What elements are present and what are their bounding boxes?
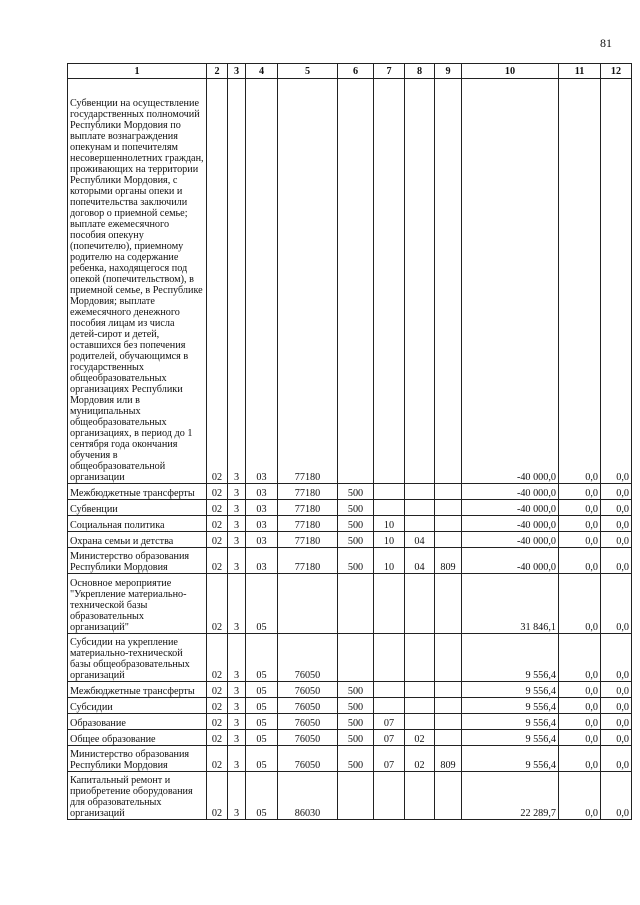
cell-c12: 0,0	[601, 682, 632, 698]
column-header: 1	[68, 64, 207, 79]
table-row	[68, 634, 632, 682]
cell-c9	[435, 79, 462, 484]
cell-c10: 9 556,4	[462, 714, 559, 730]
cell-c10: 9 556,4	[462, 746, 559, 772]
cell-c2: 02	[207, 500, 228, 516]
cell-c4: 03	[246, 79, 278, 484]
cell-c12: 0,0	[601, 698, 632, 714]
cell-c6: 500	[338, 532, 374, 548]
cell-c7	[374, 574, 405, 634]
cell-c6: 500	[338, 548, 374, 574]
cell-c4: 05	[246, 682, 278, 698]
cell-c11: 0,0	[559, 772, 601, 820]
cell-c10: 22 289,7	[462, 772, 559, 820]
cell-c7	[374, 682, 405, 698]
cell-c4: 03	[246, 500, 278, 516]
cell-c3: 3	[228, 682, 246, 698]
table-header-row	[68, 64, 632, 79]
cell-c8	[405, 682, 435, 698]
row-name: Межбюджетные трансферты	[68, 682, 207, 698]
cell-c2: 02	[207, 746, 228, 772]
cell-c11: 0,0	[559, 500, 601, 516]
cell-c9	[435, 500, 462, 516]
table-row	[68, 548, 632, 574]
cell-c9	[435, 574, 462, 634]
cell-c4: 05	[246, 714, 278, 730]
cell-c3: 3	[228, 79, 246, 484]
cell-c3: 3	[228, 484, 246, 500]
cell-c2: 02	[207, 516, 228, 532]
cell-c2: 02	[207, 634, 228, 682]
cell-c6	[338, 772, 374, 820]
cell-c6: 500	[338, 484, 374, 500]
cell-c9	[435, 516, 462, 532]
cell-c8: 04	[405, 532, 435, 548]
cell-c10: 9 556,4	[462, 698, 559, 714]
cell-c8	[405, 714, 435, 730]
cell-c4: 03	[246, 484, 278, 500]
column-header: 4	[246, 64, 278, 79]
cell-c3: 3	[228, 746, 246, 772]
cell-c4: 03	[246, 532, 278, 548]
cell-c3: 3	[228, 500, 246, 516]
cell-c8	[405, 484, 435, 500]
row-name: Образование	[68, 714, 207, 730]
cell-c11: 0,0	[559, 574, 601, 634]
cell-c8	[405, 574, 435, 634]
column-header: 8	[405, 64, 435, 79]
cell-c11: 0,0	[559, 532, 601, 548]
cell-c11: 0,0	[559, 634, 601, 682]
cell-c8	[405, 698, 435, 714]
cell-c6	[338, 634, 374, 682]
row-name: Охрана семьи и детства	[68, 532, 207, 548]
table-row	[68, 500, 632, 516]
cell-c9	[435, 682, 462, 698]
cell-c12: 0,0	[601, 714, 632, 730]
cell-c2: 02	[207, 682, 228, 698]
cell-c11: 0,0	[559, 730, 601, 746]
table-row	[68, 532, 632, 548]
cell-c7: 10	[374, 516, 405, 532]
cell-c8	[405, 516, 435, 532]
table-row	[68, 574, 632, 634]
cell-c5: 86030	[278, 772, 338, 820]
column-header: 2	[207, 64, 228, 79]
cell-c7	[374, 484, 405, 500]
cell-c2: 02	[207, 532, 228, 548]
cell-c10: -40 000,0	[462, 500, 559, 516]
cell-c5: 76050	[278, 682, 338, 698]
column-header: 9	[435, 64, 462, 79]
cell-c6: 500	[338, 698, 374, 714]
row-name: Капитальный ремонт и приобретение оборудования для образовательных организаций	[68, 772, 207, 820]
cell-c7: 07	[374, 714, 405, 730]
table-row	[68, 698, 632, 714]
cell-c7	[374, 500, 405, 516]
column-header: 3	[228, 64, 246, 79]
cell-c11: 0,0	[559, 746, 601, 772]
cell-c3: 3	[228, 574, 246, 634]
row-name: Общее образование	[68, 730, 207, 746]
cell-c9	[435, 698, 462, 714]
row-name: Основное мероприятие "Укрепление материально-технической базы образовательных организаций"	[68, 574, 207, 634]
cell-c5: 76050	[278, 634, 338, 682]
cell-c12: 0,0	[601, 500, 632, 516]
cell-c12: 0,0	[601, 516, 632, 532]
cell-c6	[338, 79, 374, 484]
cell-c4: 03	[246, 516, 278, 532]
row-name: Министерство образования Республики Мордовия	[68, 548, 207, 574]
cell-c8: 02	[405, 746, 435, 772]
cell-c2: 02	[207, 698, 228, 714]
cell-c9	[435, 772, 462, 820]
table-row	[68, 682, 632, 698]
row-name: Субсидии	[68, 698, 207, 714]
cell-c7	[374, 79, 405, 484]
table-row	[68, 730, 632, 746]
cell-c5: 77180	[278, 532, 338, 548]
cell-c5: 76050	[278, 730, 338, 746]
row-name: Социальная политика	[68, 516, 207, 532]
cell-c4: 05	[246, 746, 278, 772]
cell-c6: 500	[338, 714, 374, 730]
row-name: Субвенции на осуществление государственных полномочий Республики Мордовия по выплате вознаграждения опекунам и попечителям несовершеннолетних граждан, проживающих на территории Республики Мордовия, с которыми органы опеки и попечительства заключили договор о приемной семье; выплате ежемесячного пособия опекуну (попечителю), приемному родителю на содержание ребенка, находящегося под опекой (попечительством), в приемной семье, в Республике Мордовия; выплате ежемесячного денежного пособия лицам из числа детей-сирот и детей, оставшихся без попечения родителей, обучающимся в государственных общеобразовательных организациях Республики Мордовия или в муниципальных общеобразовательных организациях, в период до 1 сентября года окончания обучения в общеобразовательной организации	[68, 79, 207, 484]
cell-c11: 0,0	[559, 548, 601, 574]
cell-c10: -40 000,0	[462, 79, 559, 484]
row-name: Субвенции	[68, 500, 207, 516]
cell-c11: 0,0	[559, 682, 601, 698]
cell-c11: 0,0	[559, 516, 601, 532]
budget-table	[67, 63, 632, 820]
cell-c4: 05	[246, 634, 278, 682]
cell-c12: 0,0	[601, 574, 632, 634]
cell-c8	[405, 634, 435, 682]
cell-c4: 03	[246, 548, 278, 574]
table-row	[68, 79, 632, 484]
cell-c5: 76050	[278, 746, 338, 772]
cell-c7	[374, 698, 405, 714]
table-row	[68, 516, 632, 532]
cell-c11: 0,0	[559, 714, 601, 730]
table-row	[68, 772, 632, 820]
table-row	[68, 484, 632, 500]
cell-c5: 76050	[278, 714, 338, 730]
cell-c12: 0,0	[601, 79, 632, 484]
cell-c12: 0,0	[601, 772, 632, 820]
column-header: 6	[338, 64, 374, 79]
cell-c3: 3	[228, 634, 246, 682]
cell-c10: -40 000,0	[462, 548, 559, 574]
cell-c4: 05	[246, 730, 278, 746]
cell-c2: 02	[207, 772, 228, 820]
cell-c8: 02	[405, 730, 435, 746]
cell-c9	[435, 634, 462, 682]
cell-c10: 9 556,4	[462, 634, 559, 682]
cell-c2: 02	[207, 548, 228, 574]
cell-c6: 500	[338, 516, 374, 532]
cell-c9: 809	[435, 548, 462, 574]
row-name: Межбюджетные трансферты	[68, 484, 207, 500]
column-header: 7	[374, 64, 405, 79]
cell-c9: 809	[435, 746, 462, 772]
cell-c7: 10	[374, 532, 405, 548]
cell-c11: 0,0	[559, 484, 601, 500]
cell-c10: -40 000,0	[462, 516, 559, 532]
row-name: Министерство образования Республики Мордовия	[68, 746, 207, 772]
cell-c8	[405, 772, 435, 820]
cell-c10: 31 846,1	[462, 574, 559, 634]
column-header: 5	[278, 64, 338, 79]
column-header: 11	[559, 64, 601, 79]
cell-c7	[374, 772, 405, 820]
cell-c12: 0,0	[601, 730, 632, 746]
row-name: Субсидии на укрепление материально-технической базы общеобразовательных организаций	[68, 634, 207, 682]
cell-c3: 3	[228, 772, 246, 820]
cell-c10: -40 000,0	[462, 532, 559, 548]
cell-c3: 3	[228, 730, 246, 746]
cell-c5: 77180	[278, 79, 338, 484]
cell-c7	[374, 634, 405, 682]
cell-c2: 02	[207, 79, 228, 484]
cell-c12: 0,0	[601, 484, 632, 500]
cell-c3: 3	[228, 698, 246, 714]
cell-c2: 02	[207, 574, 228, 634]
cell-c2: 02	[207, 714, 228, 730]
cell-c8: 04	[405, 548, 435, 574]
cell-c6: 500	[338, 746, 374, 772]
cell-c10: 9 556,4	[462, 730, 559, 746]
cell-c3: 3	[228, 714, 246, 730]
cell-c9	[435, 730, 462, 746]
cell-c12: 0,0	[601, 746, 632, 772]
cell-c8	[405, 500, 435, 516]
cell-c6: 500	[338, 500, 374, 516]
cell-c5: 77180	[278, 516, 338, 532]
cell-c10: -40 000,0	[462, 484, 559, 500]
cell-c9	[435, 484, 462, 500]
table-row	[68, 746, 632, 772]
cell-c6	[338, 574, 374, 634]
cell-c5: 76050	[278, 698, 338, 714]
cell-c12: 0,0	[601, 634, 632, 682]
cell-c3: 3	[228, 532, 246, 548]
cell-c9	[435, 532, 462, 548]
cell-c3: 3	[228, 516, 246, 532]
cell-c5: 77180	[278, 548, 338, 574]
column-header: 12	[601, 64, 632, 79]
cell-c4: 05	[246, 698, 278, 714]
cell-c3: 3	[228, 548, 246, 574]
column-header: 10	[462, 64, 559, 79]
cell-c2: 02	[207, 484, 228, 500]
page-number: 81	[600, 36, 612, 50]
cell-c11: 0,0	[559, 698, 601, 714]
cell-c2: 02	[207, 730, 228, 746]
cell-c7: 10	[374, 548, 405, 574]
cell-c12: 0,0	[601, 548, 632, 574]
cell-c5: 77180	[278, 500, 338, 516]
cell-c5	[278, 574, 338, 634]
cell-c8	[405, 79, 435, 484]
cell-c4: 05	[246, 574, 278, 634]
cell-c7: 07	[374, 730, 405, 746]
cell-c10: 9 556,4	[462, 682, 559, 698]
cell-c6: 500	[338, 730, 374, 746]
cell-c6: 500	[338, 682, 374, 698]
cell-c12: 0,0	[601, 532, 632, 548]
table-row	[68, 714, 632, 730]
cell-c11: 0,0	[559, 79, 601, 484]
cell-c5: 77180	[278, 484, 338, 500]
cell-c9	[435, 714, 462, 730]
cell-c4: 05	[246, 772, 278, 820]
cell-c7: 07	[374, 746, 405, 772]
